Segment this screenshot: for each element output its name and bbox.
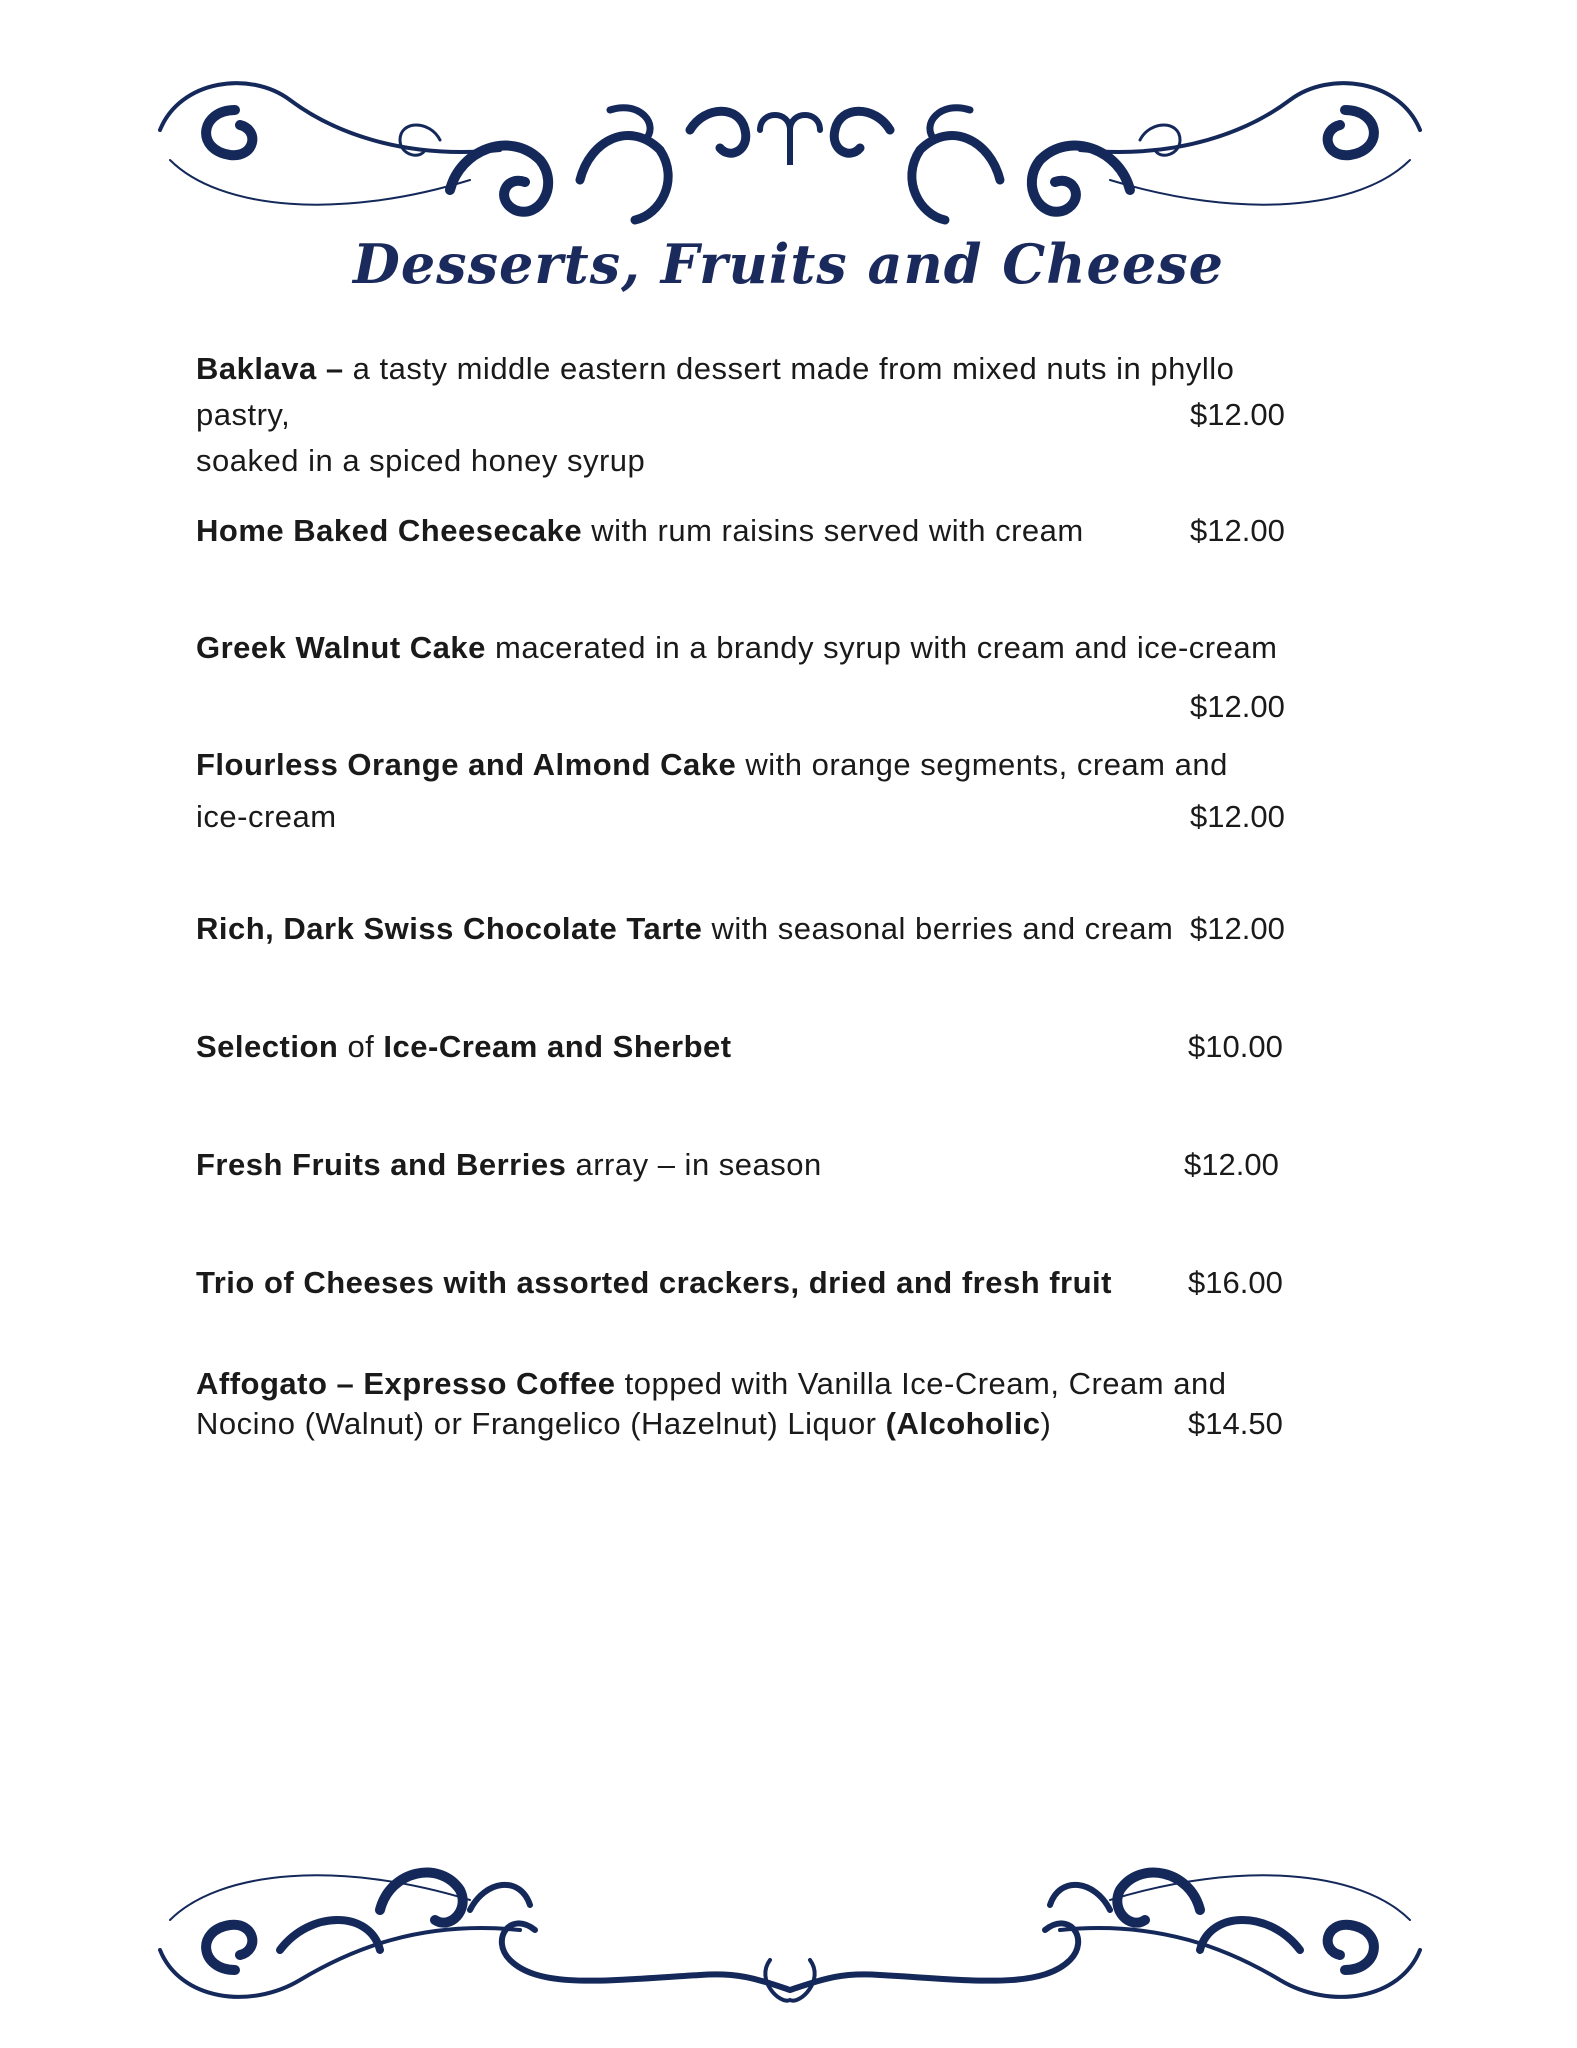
dish-name: Home Baked Cheesecake bbox=[196, 513, 583, 548]
menu-item-cheesecake bbox=[196, 508, 1296, 554]
menu-item-ice-cream bbox=[196, 1024, 1296, 1070]
dish-name: Baklava – bbox=[196, 351, 344, 386]
price-fresh-fruits: $12.00 bbox=[1184, 1147, 1279, 1182]
alcoholic-label: (Alcoholic bbox=[885, 1406, 1041, 1441]
closing-paren: ) bbox=[1040, 1406, 1052, 1441]
dish-name: Greek Walnut Cake bbox=[196, 630, 486, 665]
menu-item-line bbox=[196, 1260, 1296, 1306]
price-cheeses: $16.00 bbox=[1188, 1265, 1283, 1300]
dish-description: with orange segments, cream and bbox=[736, 747, 1228, 782]
price-chocolate-tarte: $12.00 bbox=[1190, 911, 1285, 946]
menu-item-baklava bbox=[196, 346, 1296, 484]
price-affogato: $14.50 bbox=[1188, 1406, 1283, 1441]
price-baklava: $12.00 bbox=[1190, 397, 1285, 432]
menu-item-orange-almond-cake bbox=[196, 742, 1296, 840]
dish-description: a tasty middle eastern dessert made from mixed nuts in phyllo pastry, bbox=[196, 351, 1235, 432]
menu-item-line bbox=[196, 906, 1296, 952]
dish-description-line2: Nocino (Walnut) or Frangelico (Hazelnut) Liquor bbox=[196, 1406, 886, 1441]
dish-description: macerated in a brandy syrup with cream and ice-cream bbox=[485, 630, 1278, 665]
menu-item-line bbox=[196, 1364, 1296, 1404]
dish-name: Fresh Fruits and Berries bbox=[196, 1147, 567, 1182]
menu-item-line bbox=[196, 1024, 1296, 1070]
page-title: Desserts, Fruits and Cheese bbox=[352, 232, 1224, 296]
price-cheesecake: $12.00 bbox=[1190, 513, 1285, 548]
menu-item-line: ice-cream bbox=[196, 799, 337, 834]
menu-item-walnut-cake bbox=[196, 625, 1296, 671]
dish-name: Selection bbox=[196, 1029, 339, 1064]
menu-item-line bbox=[196, 625, 1296, 671]
menu-item-line bbox=[196, 508, 1296, 554]
menu-item-line bbox=[196, 1404, 1296, 1444]
menu-item-line: soaked in a spiced honey syrup bbox=[196, 443, 646, 478]
menu-item-line bbox=[196, 742, 1296, 788]
menu-item-cheeses bbox=[196, 1260, 1296, 1306]
menu-item-line bbox=[196, 1142, 1296, 1188]
menu-item-fresh-fruits bbox=[196, 1142, 1296, 1188]
menu-item-chocolate-tarte bbox=[196, 906, 1296, 952]
dish-name: Affogato – Expresso Coffee bbox=[196, 1366, 616, 1401]
menu-item-line bbox=[196, 346, 1296, 438]
price-walnut-cake: $12.00 bbox=[1190, 689, 1285, 724]
menu-item-affogato bbox=[196, 1364, 1296, 1444]
dish-name: Rich, Dark Swiss Chocolate Tarte bbox=[196, 911, 703, 946]
top-flourish-ornament bbox=[140, 70, 1440, 240]
dish-description: array – in season bbox=[566, 1147, 822, 1182]
price-orange-almond-cake: $12.00 bbox=[1190, 799, 1285, 834]
dish-description: of bbox=[338, 1029, 384, 1064]
price-ice-cream: $10.00 bbox=[1188, 1029, 1283, 1064]
dish-description: with seasonal berries and cream bbox=[702, 911, 1174, 946]
dish-name: Flourless Orange and Almond Cake bbox=[196, 747, 737, 782]
dish-name-secondary: Ice-Cream and Sherbet bbox=[383, 1029, 732, 1064]
dish-description: with rum raisins served with cream bbox=[582, 513, 1084, 548]
dish-name: Trio of Cheeses with assorted crackers, dried and fresh fruit bbox=[196, 1265, 1112, 1300]
bottom-flourish-ornament bbox=[140, 1850, 1440, 2010]
dish-description: topped with Vanilla Ice-Cream, Cream and bbox=[615, 1366, 1227, 1401]
